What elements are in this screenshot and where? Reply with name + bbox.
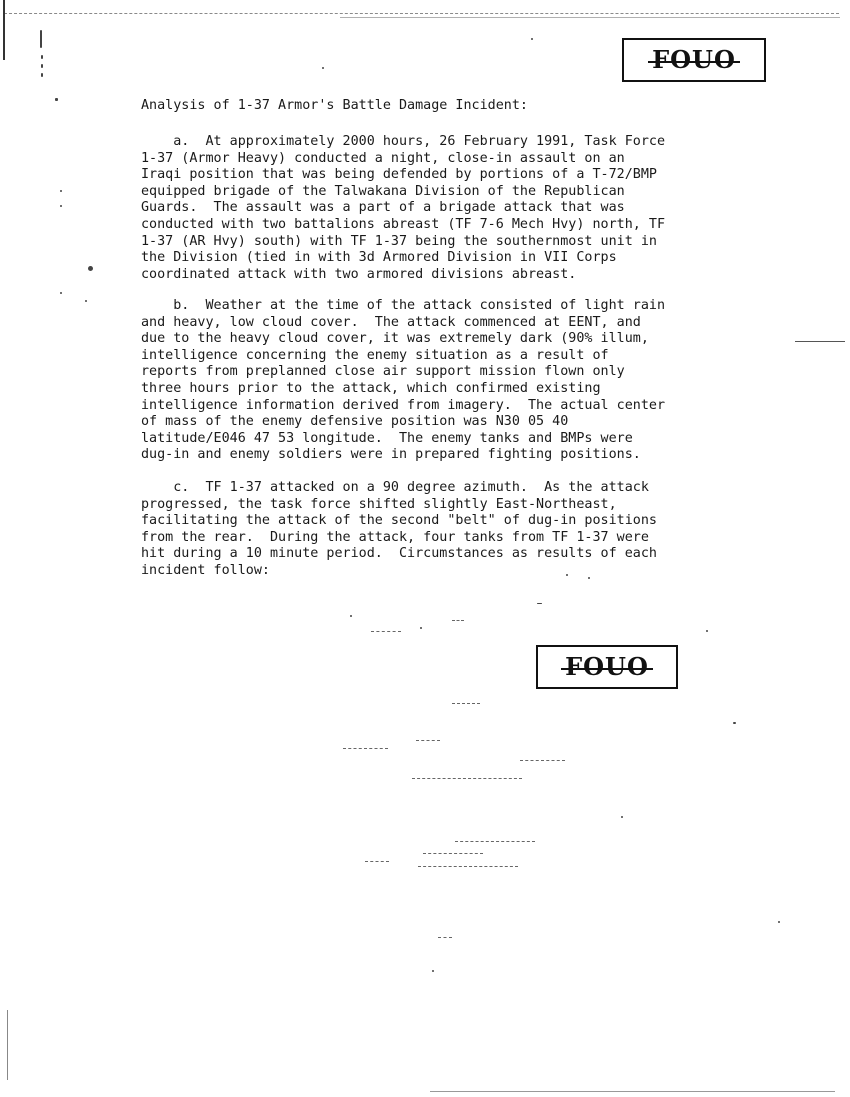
paragraph-line: progressed, the task force shifted slightly East-Northeast,: [141, 496, 617, 512]
scan-speck: [432, 970, 434, 972]
paragraph-line: due to the heavy cloud cover, it was extremely dark (90% illum,: [141, 331, 649, 347]
paragraph-line: intelligence concerning the enemy situation as a result of: [141, 347, 609, 363]
scan-artifact-dashes: [418, 866, 518, 867]
paragraph-line: Iraqi position that was being defended by portions of a T-72/BMP: [141, 167, 657, 183]
paragraph-line: the Division (tied in with 3d Armored Division in VII Corps: [141, 250, 617, 266]
paragraph-line: dug-in and enemy soldiers were in prepared fighting positions.: [141, 447, 641, 463]
scan-artifact-dashes: [455, 841, 535, 842]
scan-artifact-dashes: [438, 937, 452, 938]
fouo-stamp-bottom: [536, 645, 678, 689]
paragraph-line: Guards. The assault was a part of a brigade attack that was: [141, 200, 625, 216]
paragraph-line: b. Weather at the time of the attack consisted of light rain: [141, 298, 666, 313]
scan-artifact-dashes: [423, 853, 483, 854]
scan-speck: [88, 266, 93, 271]
scan-speck: [531, 38, 533, 40]
scan-speck: [420, 627, 422, 629]
scan-speck: [621, 816, 623, 818]
paragraph-a: [141, 134, 665, 283]
scan-speck: [41, 73, 43, 77]
paragraph-line: equipped brigade of the Talwakana Division of the Republican: [141, 183, 625, 199]
document-heading: Analysis of 1-37 Armor's Battle Damage Incident:: [141, 98, 528, 113]
scan-artifact-dashes: [412, 778, 522, 779]
paragraph-line: from the rear. During the attack, four tanks from TF 1-37 were: [141, 529, 649, 545]
scan-artifact-dashes: [452, 620, 464, 621]
scan-speck: [40, 30, 42, 48]
paragraph-line: facilitating the attack of the second "belt" of dug-in positions: [141, 513, 657, 529]
scan-speck: [778, 921, 780, 923]
scan-artifact-dashes: [452, 703, 480, 704]
scan-artifact-line: [4, 13, 839, 14]
paragraph-line: reports from preplanned close air support mission flown only: [141, 364, 625, 380]
paragraph-line: 1-37 (AR Hvy) south) with TF 1-37 being the southernmost unit in: [141, 233, 657, 249]
scan-artifact-dashes: [371, 631, 401, 632]
paragraph-line: incident follow:: [141, 562, 270, 578]
scan-speck: [537, 603, 542, 604]
scan-artifact-line: [340, 17, 840, 18]
scan-speck: [706, 630, 708, 632]
paragraph-line: latitude/E046 47 53 longitude. The enemy tanks and BMPs were: [141, 430, 633, 446]
paragraph-line: hit during a 10 minute period. Circumstances as results of each: [141, 546, 657, 562]
scan-artifact-edge: [3, 0, 5, 60]
scan-artifact-edge: [7, 1010, 8, 1080]
fouo-stamp-top: [622, 38, 766, 82]
scan-speck: [60, 205, 62, 207]
paragraph-line: coordinated attack with two armored divisions abreast.: [141, 266, 577, 282]
paragraph-line: a. At approximately 2000 hours, 26 February 1991, Task Force: [141, 134, 666, 149]
paragraph-b: [141, 298, 665, 464]
fouo-marking-text: FOUO: [565, 647, 649, 687]
paragraph-line: intelligence information derived from imagery. The actual center: [141, 397, 666, 413]
scan-artifact-dashes: [416, 740, 440, 741]
scan-artifact-line: [430, 1091, 835, 1092]
scan-speck: [41, 55, 43, 59]
scan-speck: [41, 64, 43, 68]
paragraph-line: conducted with two battalions abreast (TF 7-6 Mech Hvy) north, TF: [141, 216, 666, 232]
scan-speck: [350, 615, 352, 617]
paragraph-line: 1-37 (Armor Heavy) conducted a night, close-in assault on an: [141, 150, 625, 166]
scan-artifact-dashes: [365, 861, 389, 862]
paragraph-line: three hours prior to the attack, which confirmed existing: [141, 380, 601, 396]
scan-speck: [55, 98, 58, 101]
paragraph-line: of mass of the enemy defensive position was N30 05 40: [141, 414, 569, 430]
scan-speck: [322, 67, 324, 69]
paragraph-c: [141, 480, 657, 580]
fouo-marking-text: FOUO: [652, 40, 736, 80]
scan-speck: [60, 292, 62, 294]
scan-speck: [60, 190, 62, 192]
paragraph-line: c. TF 1-37 attacked on a 90 degree azimuth. As the attack: [141, 480, 649, 495]
scan-speck: [733, 722, 736, 724]
scan-artifact-line: [795, 341, 845, 342]
scan-artifact-dashes: [520, 760, 565, 761]
scan-artifact-dashes: [343, 748, 388, 749]
paragraph-line: and heavy, low cloud cover. The attack commenced at EENT, and: [141, 314, 641, 330]
scan-speck: [85, 300, 87, 302]
